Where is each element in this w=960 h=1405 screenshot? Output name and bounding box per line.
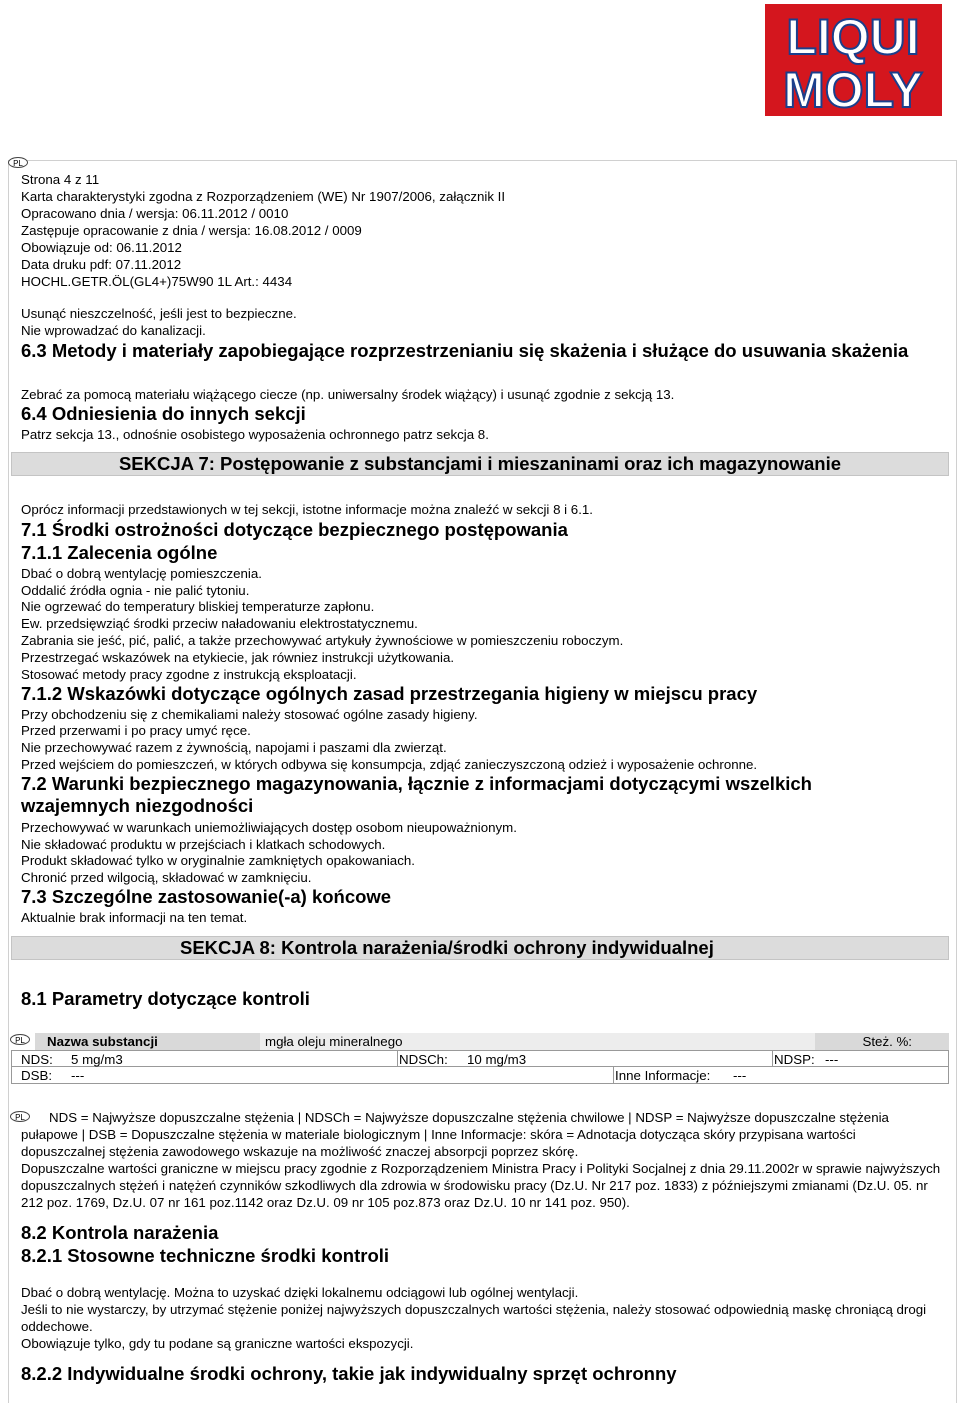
s7-1-1-item: Zabrania sie jeść, pić, palić, a także przechowywać artykuły żywnościowe w pomieszczeniu roboczym.	[21, 633, 624, 648]
header-valid-from: Obowiązuje od: 06.11.2012	[21, 240, 182, 255]
s7-1-1-item: Oddalić źródła ognia - nie palić tytoniu.	[21, 583, 250, 598]
heading-8-1: 8.1 Parametry dotyczące kontroli	[21, 988, 310, 1009]
table-row-dsb	[11, 1067, 949, 1084]
s8-2-1-text-a: Dbać o dobrą wentylację. Można to uzyskać dzięki lokalnemu odciągowi lub ogólnej wentylacji.	[21, 1285, 579, 1300]
s7-1-1-item: Przestrzegać wskazówek na etykiecie, jak równiez instrukcji użytkowania.	[21, 650, 455, 665]
s6-line1: Usunąć nieszczelność, jeśli jest to bezpieczne.	[21, 306, 297, 321]
s7-2-item: Chronić przed wilgocią, składować w zamknięciu.	[21, 870, 312, 885]
s7-2-item: Nie składować produktu w przejściach i klatkach schodowych.	[21, 837, 386, 852]
table-row-nds	[11, 1050, 949, 1067]
inne-label: Inne Informacje:	[615, 1068, 711, 1083]
table-row-substance	[11, 1033, 949, 1050]
heading-6-3: 6.3 Metody i materiały zapobiegające rozprzestrzenianiu się skażenia i służące do usuwania skażenia	[21, 340, 909, 361]
section-8-title: SEKCJA 8: Kontrola narażenia/środki ochrony indywidualnej	[11, 936, 949, 960]
nds-label: NDS:	[21, 1052, 53, 1067]
logo-text-line2: MOLY	[783, 62, 923, 116]
header-product: HOCHL.GETR.ÖL(GL4+)75W90 1L Art.: 4434	[21, 274, 293, 289]
s7-1-1-item: Nie ogrzewać do temperatury bliskiej temperaturze zapłonu.	[21, 599, 375, 614]
inne-value: ---	[733, 1068, 747, 1083]
heading-7-2: 7.2 Warunki bezpiecznego magazynowania, łącznie z informacjami dotyczącymi wszelkich wzajemnych niezgodności	[21, 773, 812, 816]
logo-text-line1: LIQUI	[786, 9, 920, 65]
heading-8-2-1: 8.2.1 Stosowne techniczne środki kontroli	[21, 1245, 390, 1266]
dsb-label: DSB:	[21, 1068, 53, 1083]
language-badge: PL	[8, 157, 28, 168]
nds-value: 5 mg/m3	[71, 1052, 123, 1067]
concentration-label: Steż. %:	[815, 1033, 949, 1050]
ndsch-label: NDSCh:	[399, 1052, 448, 1067]
s7-1-1-item: Dbać o dobrą wentylację pomieszczenia.	[21, 566, 262, 581]
heading-6-4: 6.4 Odniesienia do innych sekcji	[21, 403, 306, 424]
language-badge: PL	[10, 1111, 30, 1122]
header-replaces: Zastępuje opracowanie z dnia / wersja: 16.08.2012 / 0009	[21, 223, 362, 238]
s8-2-1-text-b: Jeśli to nie wystarczy, by utrzymać stężenie poniżej najwyższych dopuszczalnych wartości stężenia, należy stosować odpowiednią maskę chroniącą drogi oddechowe.	[21, 1302, 927, 1334]
header-prepared: Opracowano dnia / wersja: 06.11.2012 / 0010	[21, 206, 289, 221]
ndsp-label: NDSP:	[774, 1052, 815, 1067]
s7-1-1-item: Ew. przedsięwziąć środki przeciw naładowaniu elektrostatycznemu.	[21, 616, 418, 631]
s6-3-text: Zebrać za pomocą materiału wiążącego ciecze (np. uniwersalny środek wiążący) i usunąć zgodnie z sekcją 13.	[21, 387, 675, 402]
heading-8-2-2: 8.2.2 Indywidualne środki ochrony, takie jak indywidualny sprzęt ochronny	[21, 1363, 677, 1384]
s6-4-text: Patrz sekcja 13., odnośnie osobistego wyposażenia ochronnego patrz sekcja 8.	[21, 427, 489, 442]
s7-1-2-item: Przed wejściem do pomieszczeń, w których odbywa się konsumpcja, zdjąć zanieczyszczoną odzież i wyposażenie ochronne.	[21, 757, 758, 772]
legend-regulation: Dopuszczalne wartości graniczne w miejscu pracy zgodnie z Rozporządzeniem Ministra Pracy i Polityki Socjalnej z dnia 29.11.2002r w sprawie najwyższych dopuszczalnych stężeń i natężeń czynników szkodliwych dla zdrowia w środowisku pracy (Dz.U. Nr 217 poz. 1833) z późniejszymi zmianami (Dz.U. 05. nr 212 poz. 1769, Dz.U. 07 nr 161 poz.1142 oraz Dz.U. 09 nr 105 poz.873 oraz Dz.U. 10 nr 141 poz. 950).	[21, 1161, 941, 1210]
ndsch-value: 10 mg/m3	[467, 1052, 527, 1067]
s7-intro: Oprócz informacji przedstawionych w tej sekcji, istotne informacje można znaleźć w sekcji 8 i 6.1.	[21, 502, 593, 517]
s7-1-1-item: Stosować metody pracy zgodne z instrukcją eksploatacji.	[21, 667, 357, 682]
ndsp-value: ---	[825, 1052, 839, 1067]
header-print-date: Data druku pdf: 07.11.2012	[21, 257, 182, 272]
s7-2-item: Produkt składować tylko w oryginalnie zamkniętych opakowaniach.	[21, 853, 415, 868]
heading-7-1-2: 7.1.2 Wskazówki dotyczące ogólnych zasad przestrzegania higieny w miejscu pracy	[21, 683, 758, 704]
s7-1-2-item: Przy obchodzeniu się z chemikaliami należy stosować ogólne zasady higieny.	[21, 707, 478, 722]
header-page-number: Strona 4 z 11	[21, 172, 100, 187]
s7-1-2-item: Nie przechowywać razem z żywnością, napojami i paszami dla zwierząt.	[21, 740, 447, 755]
heading-7-1: 7.1 Środki ostrożności dotyczące bezpiecznego postępowania	[21, 519, 568, 540]
header-regulation: Karta charakterystyki zgodna z Rozporządzeniem (WE) Nr 1907/2006, załącznik II	[21, 189, 506, 204]
language-badge: PL	[10, 1034, 30, 1045]
heading-8-2: 8.2 Kontrola narażenia	[21, 1222, 219, 1243]
s7-2-item: Przechowywać w warunkach uniemożliwiających dostęp osobom nieupoważnionym.	[21, 820, 517, 835]
heading-7-1-1: 7.1.1 Zalecenia ogólne	[21, 542, 218, 563]
logo-graphic	[765, 4, 942, 116]
substance-name-label: Nazwa substancji	[35, 1033, 260, 1050]
legend-abbreviations: NDS = Najwyższe dopuszczalne stężenia | NDSCh = Najwyższe dopuszczalne stężenia chwilowe | NDSP = Najwyższe dopuszczalne stężenia pułapowe | DSB = Dopuszczalne stężenia w materiale biologicznym | Inne Informacje: skóra = Adnotacja dotycząca skóry przypisana wartości dopuszczalnej stężenia zawodowego wskazuje na możliwość znaczej absorpcji poprzez skórę.	[21, 1110, 889, 1159]
substance-name-value: mgła oleju mineralnego	[260, 1033, 825, 1050]
s8-2-1-text-c: Obowiązuje tylko, gdy tu podane są graniczne wartości ekspozycji.	[21, 1336, 414, 1351]
s7-1-2-item: Przed przerwami i po pracy umyć ręce.	[21, 723, 251, 738]
s7-3-text: Aktualnie brak informacji na ten temat.	[21, 910, 248, 925]
section-7-title: SEKCJA 7: Postępowanie z substancjami i mieszaninami oraz ich magazynowanie	[11, 452, 949, 476]
heading-7-3: 7.3 Szczególne zastosowanie(-a) końcowe	[21, 886, 392, 907]
dsb-value: ---	[71, 1068, 85, 1083]
liqui-moly-logo	[765, 4, 942, 116]
s6-line2: Nie wprowadzać do kanalizacji.	[21, 323, 206, 338]
